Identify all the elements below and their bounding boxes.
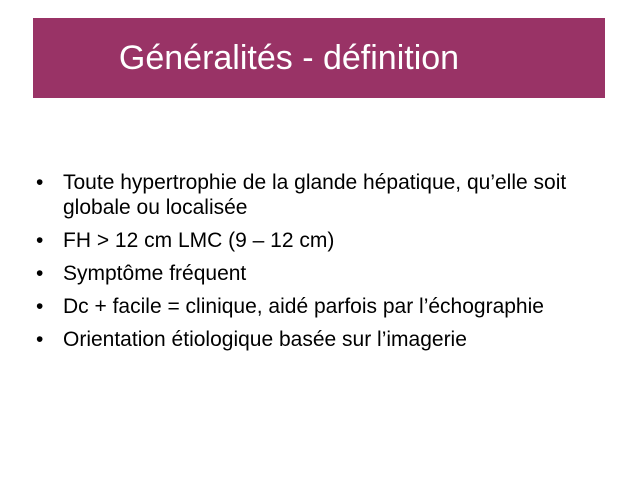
bullet-item — [36, 327, 596, 352]
bullet-icon: • — [36, 262, 44, 285]
slide-title: Généralités - définition — [118, 39, 460, 77]
bullet-text: Toute hypertrophie de la glande hépatique, qu’elle soit globale ou localisée — [63, 171, 567, 219]
bullet-text: FH > 12 cm LMC (9 – 12 cm) — [63, 229, 335, 252]
bullet-icon: • — [36, 295, 44, 318]
bullet-text: Symptôme fréquent — [63, 262, 247, 285]
bullet-icon: • — [36, 229, 44, 252]
bullet-icon: • — [36, 171, 44, 194]
title-bar — [33, 18, 605, 98]
bullet-item — [36, 261, 596, 286]
bullet-item — [36, 294, 596, 319]
bullet-text: Orientation étiologique basée sur l’imagerie — [63, 328, 467, 351]
bullet-text: Dc + facile = clinique, aidé parfois par l’échographie — [63, 295, 544, 318]
bullet-icon: • — [36, 328, 44, 351]
bullet-list — [36, 170, 596, 360]
bullet-item — [36, 170, 596, 220]
bullet-item — [36, 228, 596, 253]
